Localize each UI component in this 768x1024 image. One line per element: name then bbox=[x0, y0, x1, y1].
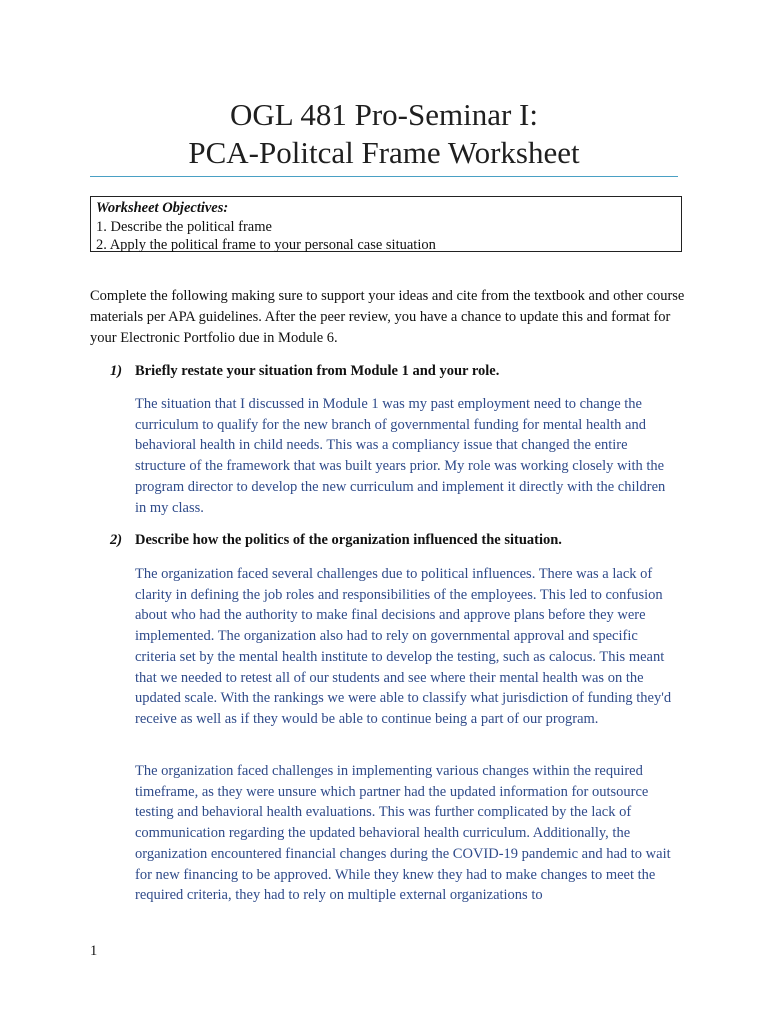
answer-2-paragraph-1: The organization faced several challenges due to political influences. There was a lack of clarity in defining the job roles and responsibilities of the employees. This led to confusion about who had the authority to make final decisions and approve plans before they were implemented. The organization also had to rely on governmental approval and specific criteria set by the mental health institute to develop the testing, such as calocus. This meant that we needed to retest all of our students and see where their mental health was on the updated scale. With the rankings we were able to classify what jurisdiction of funding they'd receive as well as if they would be able to continue being a part of our program. bbox=[135, 566, 672, 727]
objective-item-1: 1. Describe the political frame bbox=[96, 218, 272, 235]
answer-2-paragraph-2: The organization faced challenges in implementing various changes within the required timeframe, as they were unsure which partner had the updated information for outsource testing and behavioral health evaluations. This was further complicated by the lack of communication regarding the updated behavioral health curriculum. Additionally, the organization encountered financial changes during the COVID-19 pandemic and had to wait for new financing to be approved. While they knew they had to make changes to meet the required criteria, they had to rely on multiple external organizations to bbox=[135, 763, 671, 904]
objective-item-2: 2. Apply the political frame to your personal case situation bbox=[96, 237, 436, 253]
title-line-2: PCA-Politcal Frame Worksheet bbox=[188, 135, 580, 170]
title-line-1: OGL 481 Pro-Seminar I: bbox=[230, 97, 538, 132]
question-2 bbox=[110, 530, 690, 550]
objectives-heading: Worksheet Objectives: bbox=[96, 200, 229, 216]
objectives-box bbox=[90, 196, 682, 252]
question-2-prompt: Describe how the politics of the organization influenced the situation. bbox=[135, 532, 562, 548]
question-2-number: 2) bbox=[110, 532, 123, 548]
answer-1-paragraph-1: The situation that I discussed in Module 1 was my past employment need to change the curriculum to qualify for the new branch of governmental funding for mental health and behavioral health in child needs. This was a compliancy issue that changed the entire structure of the framework that was built years prior. My role was working closely with the program director to develop the new curriculum and implement it directly with the children in my class. bbox=[135, 396, 666, 516]
question-1-number: 1) bbox=[110, 363, 123, 379]
title-divider bbox=[90, 176, 678, 177]
intro-paragraph: Complete the following making sure to support your ideas and cite from the textbook and other course materials per APA guidelines. After the peer review, you have a chance to update this and format for your Electronic Portfolio due in Module 6. bbox=[90, 288, 685, 346]
question-1-prompt: Briefly restate your situation from Module 1 and your role. bbox=[135, 363, 500, 379]
document-title bbox=[90, 96, 678, 172]
page-number: 1 bbox=[90, 943, 98, 959]
question-1 bbox=[110, 361, 690, 381]
